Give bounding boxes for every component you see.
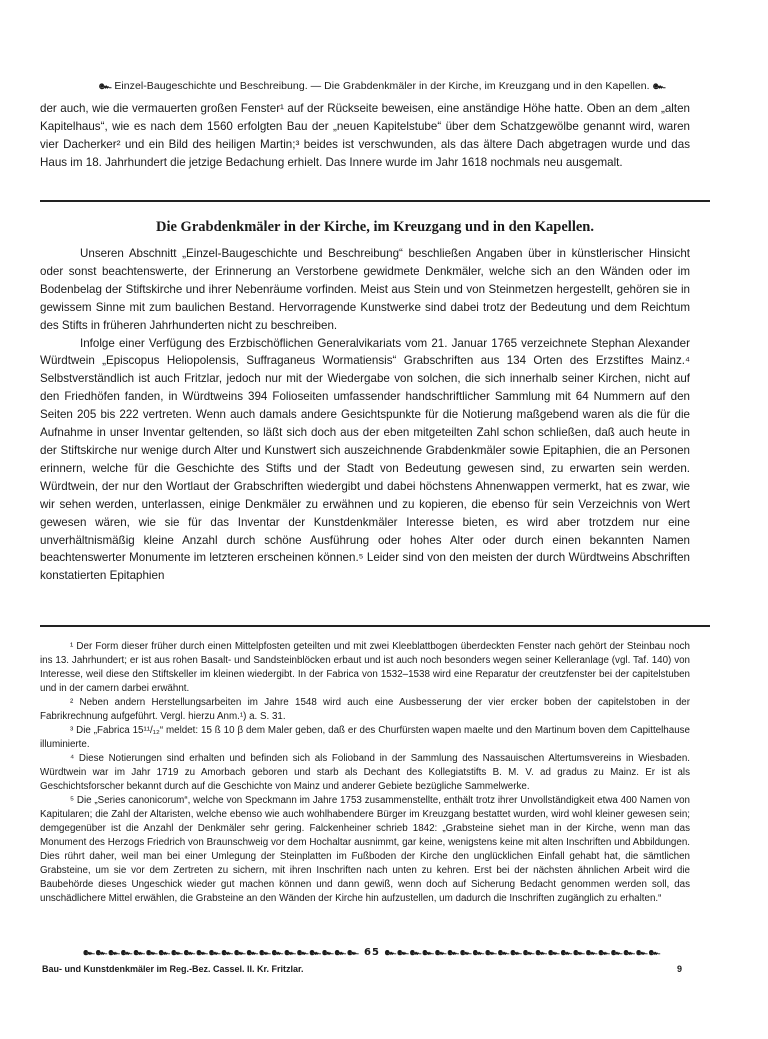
footer-imprint-line bbox=[42, 964, 682, 974]
body-paragraph: Unseren Abschnitt „Einzel-Baugeschichte und Beschreibung“ beschließen Angaben über in künstlerischer Hinsicht oder sonst beachtenswerte, der Erinnerung an Verstorbene gewidmete Denkmäler, welche sich an den Wänden oder im Bodenbelag der Stiftskirche und ihrer Nebenräume vorfinden. Meist aus Stein und von Steinmetzen hergestellt, gehören sie in gewissem Sinne mit zum baulichen Bestand. Hervorragende Kunstwerke sind dabei trotz der Bedeutung und dem Reichtum des Stifts in früheren Jahrhunderten nicht zu beschreiben. bbox=[40, 247, 690, 332]
footnote: ² Neben andern Herstellungsarbeiten im Jahre 1548 wird auch eine Ausbesserung der vier ercker boben der capitelstoben in der Fabrikrechnung aufgeführt. Vergl. hierzu Anm.¹) a. S. 31. bbox=[40, 697, 690, 722]
footer-signature: 9 bbox=[676, 964, 682, 974]
footer-ornament-page-number: ๛๛๛๛๛๛๛๛๛๛๛๛๛๛๛๛๛๛๛๛๛๛ 65 ๛๛๛๛๛๛๛๛๛๛๛๛๛๛๛๛๛๛๛๛๛๛ bbox=[82, 947, 662, 958]
section-title: Die Grabdenkmäler in der Kirche, im Kreuzgang und in den Kapellen. bbox=[156, 219, 594, 235]
body-text bbox=[40, 245, 690, 585]
footnote: ³ Die „Fabrica 15¹¹/₁₂“ meldet: 15 ß 10 β dem Maler geben, daß er des Churfürsten wapen maelte und den Martinum boven dem Capittelhause illuminierte. bbox=[40, 725, 690, 750]
footnote: ⁵ Die „Series canonicorum“, welche von Speckmann im Jahre 1753 zusammenstellte, enthält trotz ihrer Unvollständigkeit etwa 400 Namen von Kapitularen; die Zahl der Altaristen, welche ebenso wie auch wohlhabendere Bürger im Kreuzgang bestattet wurden, wird wohl kleiner gewesen sein; demgegenüber ist die Anzahl der Denkmäler sehr gering. Falckenheiner schrieb 1842: „Grabsteine siehet man in der Kirche, wenn man das Monument des Herzogs Friedrich von Braunschweig vor dem Hochaltar ausnimmt, gar keine, wenigstens keine mit alten Inschriften und Abbildungen. Dies rührt daher, weil man bei einer Umlegung der Steinplatten im Fußboden der Kirche den unglücklichen Einfall gehabt hat, die sämtlichen Grabsteine, um sie vor dem Zertreten zu sichern, mit ihren Inschriften nach unten zu kehren. Erst bei der nächsten ähnlichen Arbeit wird die Baubehörde dieses Ungeschick wieder gut machen können und dann gewiß, wenn doch auf Sicherung Bedacht genommen werden soll, das unschädlichere Mittel erwählen, die Grabsteine an den Wänden der Kirche hin aufzustellen, um dadurch die Inschriften zugänglich zu erhalten.“ bbox=[40, 795, 690, 904]
section-divider bbox=[40, 200, 710, 202]
running-head bbox=[42, 76, 722, 94]
footer-imprint: Bau- und Kunstdenkmäler im Reg.-Bez. Cassel. II. Kr. Fritzlar. bbox=[42, 964, 304, 974]
ornament-left-icon: ๛ bbox=[98, 80, 112, 92]
footnote: ¹ Der Form dieser früher durch einen Mittelpfosten geteilten und mit zwei Kleeblattbogen überdeckten Fenster nach gehört der Steinbau noch ins 13. Jahrhundert; er ist aus rohen Basalt- und Sandsteinblöcken erbaut und ist auch noch besonders wegen seiner Kelleranlage (vgl. Taf. 140) von Interesse, weil diese den Stiftskeller im kleinen wiedergibt. In der Fabrica von 1532–1538 wird eine Reparatur der creutzfenster bei der capitelstuben und in der camern darbei erwähnt. bbox=[40, 641, 690, 694]
footnote: ⁴ Diese Notierungen sind erhalten und befinden sich als Folioband in der Sammlung des Nassauischen Altertumsvereins in Wiesbaden. Würdtwein war im Jahr 1719 zu Amorbach geboren und starb als Dechant des Kollegiatstifts B. M. V. ad gradus zu Mainz. Er ist als Geschichtsforscher bekannt durch auf die Geschichte von Mainz und anderer Gebiete bezügliche Sammelwerke. bbox=[40, 753, 690, 792]
intro-paragraph: der auch, wie die vermauerten großen Fenster¹ auf der Rückseite beweisen, eine anständige Höhe hatte. Oben an dem „alten Kapitelhaus“, wie es nach dem 1560 erfolgten Bau der „neuen Kapitelstube“ über dem Schatzgewölbe genannt wird, waren vier Dacherker² und ein Bild des heiligen Martin;³ beides ist verschwunden, als das ältere Dach abgetragen wurde und das Haus im 18. Jahrhundert die jetzige Bedachung erhielt. Das Innere wurde im Jahr 1618 nochmals neu ausgemalt. bbox=[40, 102, 690, 169]
footnotes bbox=[40, 640, 690, 906]
running-head-text: Einzel-Baugeschichte und Beschreibung. — Die Grabdenkmäler in der Kirche, im Kreuzgang und in den Kapellen. bbox=[114, 80, 650, 92]
footnote-divider bbox=[40, 625, 710, 627]
ornament-right-icon: ๛ bbox=[652, 80, 666, 92]
body-paragraph: Infolge einer Verfügung des Erzbischöflichen Generalvikariats vom 21. Januar 1765 verzeichnete Stephan Alexander Würdtwein „Episcopus Heliopolensis, Suffraganeus Wormatiensis“ Grabschriften aus 134 Orten des Erzstiftes Mainz.⁴ Selbstverständlich ist auch Fritzlar, jedoch nur mit der Wiedergabe von solchen, die sich innerhalb seiner Kirchen, nicht auf den Friedhöfen fanden, in Würdtweins 394 Folioseiten umfassender handschriftlicher Sammlung mit 64 Nummern auf den Seiten 205 bis 222 vertreten. Wenn auch damals andere Gesichtspunkte für die Notierung maßgebend waren als die für die Aufnahme in unser Inventar geltenden, so läßt sich doch aus der eben mitgeteilten Zahl schon schließen, daß auch heute in der Stiftskirche nur wenige durch Alter und Kunstwert sich auszeichnende Grabdenkmäler sowie Epitaphien, die an Personen erinnern, welche für die Geschichte des Stifts und der Stadt von Bedeutung gewesen sind, zu erwarten sein werden. Würdtwein, der nur den Wortlaut der Grabschriften wiedergibt und dabei höchstens Ahnenwappen vermerkt, hat es zwar, wie wir sehen werden, unterlassen, einige Denkmäler zu erwähnen und zu kopieren, die ebenso für sein Verzeichnis von Wert gewesen wären, wie sie für das Inventar der Kunstdenkmäler Interesse bieten, es wird aber trotzdem nur eine unverhältnismäßig kleine Anzahl durch schöne Ausführung oder hohes Alter oder durch einen bekannten Namen beachtenswerter Monumente im letzteren erscheinen können.⁵ Leider sind von den meisten der durch Würdtweins Abschriften konstatierten Epitaphien bbox=[40, 336, 690, 583]
